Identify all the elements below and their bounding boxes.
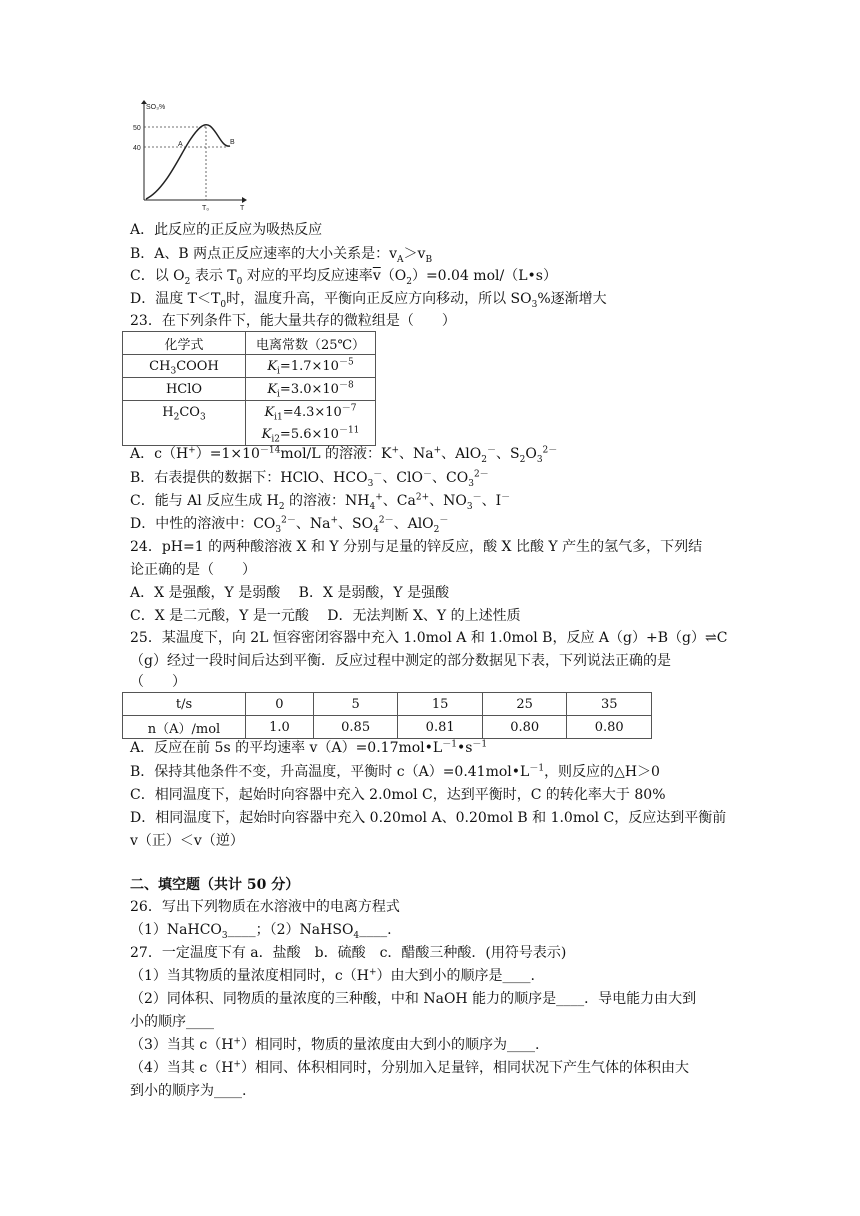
- table-header: 化学式: [123, 332, 246, 355]
- table-cell: $K_{i2}=5.6\times 10^{-11}$: [246, 423, 376, 446]
- so3-temperature-graph: [130, 100, 250, 220]
- table-cell: 5: [313, 693, 398, 716]
- q24-stem-line2: 论正确的是（ ）: [130, 562, 256, 578]
- q27-part2-line1: （2）同体积、同物质的量浓度的三种酸，中和 NaOH 能力的顺序是____．导电能力由大到: [130, 991, 697, 1007]
- q25-option-c: C．相同温度下，起始时向容器中充入 2.0mol C，达到平衡时，C 的转化率大于 80%: [130, 787, 666, 803]
- table-cell: 0.81: [398, 716, 483, 739]
- q25-option-a: A．反应在前 5s 的平均速率 $v(A)=0.17mol•L^{-1}•s^{-1}$: [130, 739, 488, 756]
- q24-options-cd: C．X 是二元酸，Y 是一元酸 D．无法判断 X、Y 的上述性质: [130, 608, 521, 624]
- table-cell: $K_{i1}=4.3\times 10^{-7}$: [246, 401, 376, 424]
- table-cell: $CH_3COOH$: [123, 355, 246, 378]
- curve: [146, 125, 230, 199]
- table-cell: $H_2CO_3$: [123, 401, 246, 446]
- q27-part2-line2: 小的顺序____: [130, 1014, 214, 1030]
- q27-part4-line1: （4）当其 c（H+）相同、体积相同时，分别加入足量锌，相同状况下产生气体的体积由大: [130, 1059, 689, 1076]
- table-cell: $K_i=3.0\times 10^{-8}$: [246, 378, 376, 401]
- q26-items: （1）NaHCO$_3$____；（2）NaHSO$_4$____.: [130, 922, 392, 941]
- q23-option-a: A．$c(H^+)=1\times 10^{-14}mol/L$ 的溶液：K+、Na+、AlO$_2$－、$S_2O_3^{2-}$: [130, 445, 558, 465]
- y-tick-50: 50: [133, 125, 141, 132]
- q27-part3: （3）当其 c（H+）相同时，物质的量浓度由大到小的顺序为____.: [130, 1036, 540, 1053]
- table-cell: 1.0: [246, 716, 314, 739]
- table-cell: 0.85: [313, 716, 398, 739]
- q27-part1: （1）当其物质的量浓度相同时，c（H+）由大到小的顺序是____.: [130, 967, 535, 984]
- q23-option-c: C．能与 Al 反应生成 $H_2$ 的溶液：$NH_4^+$、$Ca^{2+}$、$NO_3^-$、I－: [130, 492, 511, 512]
- q23-ionization-table: [122, 331, 376, 446]
- q25-option-d-line1: D．相同温度下，起始时向容器中充入 0.20mol A、0.20mol B 和 1.0mol C，反应达到平衡前: [130, 810, 727, 826]
- q25-stem-line2: （g）经过一段时间后达到平衡．反应过程中测定的部分数据见下表，下列说法正确的是: [130, 653, 671, 669]
- y-axis-label: SO₃%: [146, 104, 166, 111]
- q22-option-b: B．A、B 两点正反应速率的大小关系是：$v_A>v_B$: [130, 246, 433, 265]
- table-cell: 0.80: [567, 716, 652, 739]
- q23-stem: 23．在下列条件下，能大量共存的微粒组是（ ）: [130, 313, 456, 329]
- q25-stem-line1: 25．某温度下，向 2L 恒容密闭容器中充入 1.0mol A 和 1.0mol B，反应 A（g）+B（g）⇌C: [130, 630, 728, 646]
- q23-option-b: B．右表提供的数据下：HClO、$HCO_3^-$、ClO－、$CO_3^{2-}$: [130, 469, 489, 489]
- point-b-label: B: [230, 139, 235, 146]
- x-axis-label: T: [240, 205, 245, 212]
- table-cell: 15: [398, 693, 483, 716]
- point-a-label: A: [178, 141, 183, 148]
- table-header: 电离常数（25℃）: [246, 332, 376, 355]
- q25-option-d-line2: v（正）＜v（逆）: [130, 833, 244, 849]
- table-cell: t/s: [123, 693, 246, 716]
- q25-stem-line3: （ ）: [130, 674, 186, 690]
- q24-stem-line1: 24．pH=1 的两种酸溶液 X 和 Y 分别与足量的锌反应，酸 X 比酸 Y 产生的氢气多，下列结: [130, 539, 703, 555]
- q27-part4-line2: 到小的顺序为____.: [130, 1083, 247, 1099]
- section-title: 二、填空题（共计 50 分）: [130, 877, 300, 893]
- q23-option-d: D．中性的溶液中：$CO_3^{2-}$、Na+、$SO_4^{2-}$、AlO$_2$－: [130, 515, 449, 535]
- q22-option-a: A．此反应的正反应为吸热反应: [130, 222, 323, 238]
- q25-data-table: [122, 692, 652, 739]
- q26-stem: 26．写出下列物质在水溶液中的电离方程式: [130, 899, 400, 915]
- table-cell: 35: [567, 693, 652, 716]
- table-cell: HClO: [123, 378, 246, 401]
- q22-option-c: C．以 $O_2$ 表示 $T_0$ 对应的平均反应速率$\overline{v}(O_2)=0.04$ mol/（L•s）: [130, 268, 557, 287]
- q24-options-ab: A．X 是强酸，Y 是弱酸 B．X 是弱酸，Y 是强酸: [130, 585, 450, 601]
- table-cell: n（A）/mol: [123, 716, 246, 739]
- x-tick-t0: T₀: [202, 205, 210, 212]
- q22-option-d: D．温度 $T<T_0$时，温度升高，平衡向正反应方向移动，所以 $SO_3\%$逐渐增大: [130, 291, 607, 310]
- q25-option-b: B．保持其他条件不变，升高温度，平衡时 $c(A)=0.41mol•L^{-1}$，则反应的△H＞0: [130, 763, 660, 780]
- y-tick-40: 40: [133, 145, 141, 152]
- q27-stem: 27．一定温度下有 a．盐酸 b．硫酸 c．醋酸三种酸．(用符号表示): [130, 945, 567, 961]
- table-cell: 25: [482, 693, 567, 716]
- table-cell: 0.80: [482, 716, 567, 739]
- table-cell: $K_i=1.7\times 10^{-5}$: [246, 355, 376, 378]
- table-cell: 0: [246, 693, 314, 716]
